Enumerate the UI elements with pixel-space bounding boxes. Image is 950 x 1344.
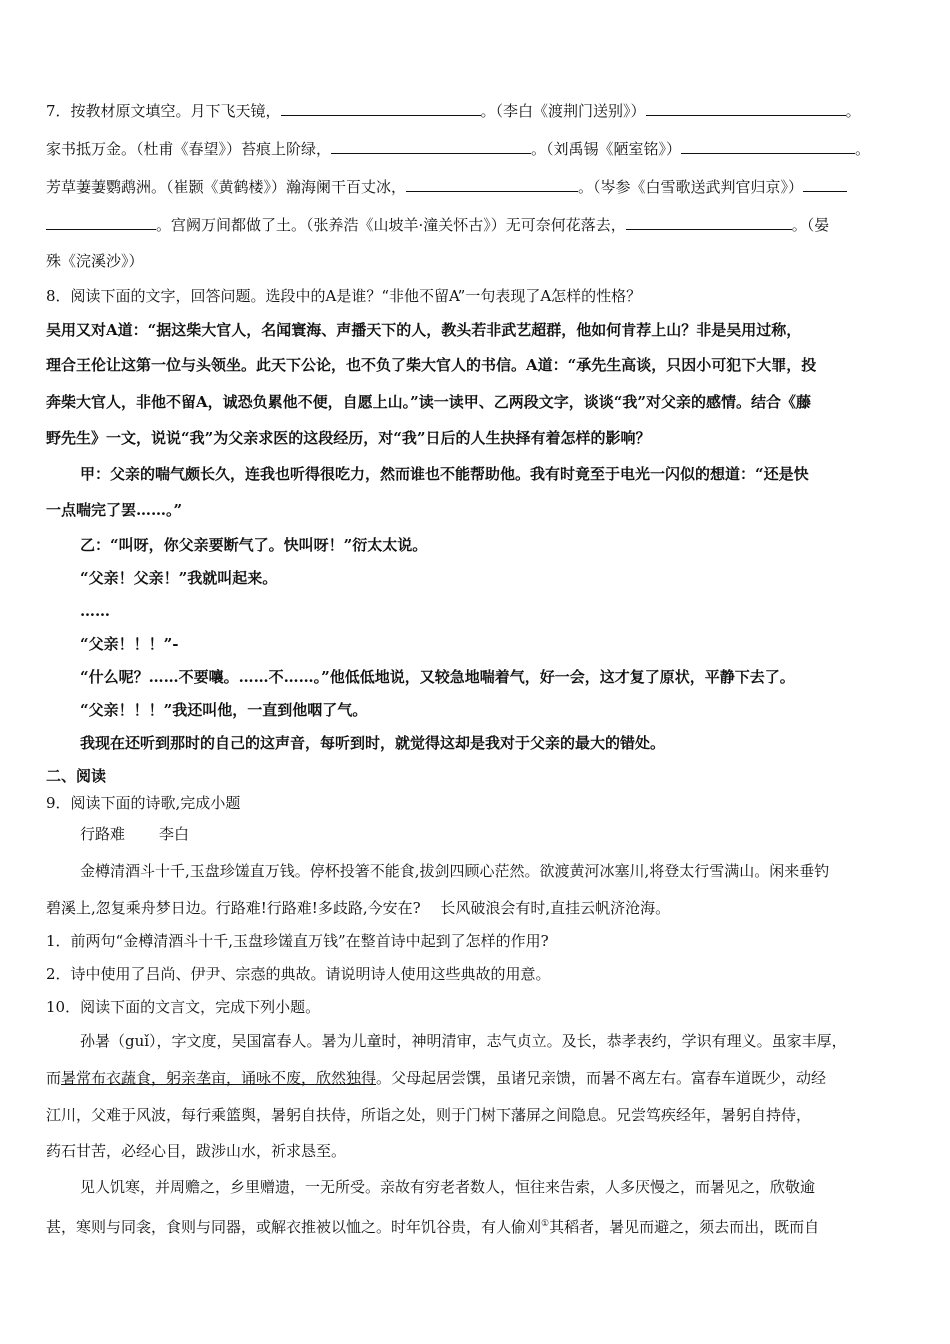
q7-text: 。（李白《渡荆门送别》） (480, 102, 646, 120)
q7-line-5: 殊《浣溪沙》） (46, 252, 144, 270)
q7-text: 。 (855, 140, 871, 158)
fill-blank[interactable] (681, 139, 855, 154)
fill-blank[interactable] (646, 101, 846, 116)
q8-passage-line: 野先生》一文，说说“我”为父亲求医的这段经历，对“我”日后的人生抉择有着怎样的影响？ (46, 429, 651, 447)
text-span: 。父母起居尝馔，虽诸兄亲馈，而暑不离左右。富春车道既少，动经 (376, 1069, 827, 1087)
classical-text-line: 药石甘苦，必经心目，跋涉山水，祈求恳至。 (46, 1142, 347, 1160)
q7-text: 。（岑参《白雪歌送武判官归京》） (578, 178, 804, 196)
classical-text-line (46, 1214, 908, 1237)
q9-title: 9．阅读下面的诗歌,完成小题 (46, 794, 241, 812)
classical-text-line (46, 1068, 908, 1088)
text-span: 甚，寒则与同衾，食则与同器，或解衣推被以恤之。时年饥谷贵，有人偷刈 (46, 1218, 542, 1236)
q7-text: 。（刘禹锡《陋室铭》） (531, 140, 682, 158)
q7-text: 。（晏 (791, 216, 830, 234)
q8-yi-line: “什么呢？……不要嚷。……不……。”他低低地说，又较急地喘着气，好一会，这才复了原状，平静下去了。 (80, 668, 795, 686)
fill-blank[interactable] (406, 177, 578, 192)
q8-passage-line: 吴用又对A道：“据这柴大官人，名闻寰海、声播天下的人，教头若非武艺超群，他如何肯荐上山？非是吴用过称， (46, 321, 802, 339)
q9-subquestion: 1．前两句“金樽清酒斗十千,玉盘珍馐直万钱”在整首诗中起到了怎样的作用? (46, 932, 549, 950)
q8-yi-line: “父亲！父亲！”我就叫起来。 (80, 569, 278, 587)
q7-line-4 (46, 215, 908, 235)
classical-text-line: 孙暑（guǐ），字文度，吴国富春人。暑为儿童时，神明清审，志气贞立。及长，恭孝表约，学识有理义。虽家丰厚， (80, 1032, 847, 1050)
poem-line: 碧溪上,忽复乘舟梦日边。行路难!行路难!多歧路,今安在? 长风破浪会有时,直挂云帆济沧海。 (46, 899, 671, 917)
q8-jia-line: 一点喘完了罢……。” (46, 501, 183, 519)
q8-yi-line: 我现在还听到那时的自己的这声音，每听到时，就觉得这却是我对于父亲的最大的错处。 (80, 734, 666, 752)
poem-title: 行路难 (80, 825, 126, 843)
underlined-sentence: 暑常布衣蔬食，躬亲垄亩，诵咏不废，欣然独得 (61, 1069, 377, 1087)
poem-author: 李白 (159, 825, 190, 843)
q8-jia-line: 甲：父亲的喘气颇长久，连我也听得很吃力，然而谁也不能帮助他。我有时竟至于电光一闪似的想道：“还是快 (80, 465, 809, 483)
text-span: 而 (46, 1069, 62, 1087)
q7-text: 芳草萋萋鹦鹉洲。（崔颢《黄鹤楼》）瀚海阑干百丈冰， (46, 178, 407, 196)
poem-heading (80, 824, 942, 844)
classical-text-line: 见人饥寒，并周赡之，乡里赠遗，一无所受。亲故有穷老者数人，恒往来告索，人多厌慢之，而暑见之，欣敬逾 (80, 1178, 816, 1196)
section-heading: 二、阅读 (46, 767, 107, 785)
q8-passage-line: 理合王伦让这第一位与头领坐。此天下公论，也不负了柴大官人的书信。A道：“承先生高谈，只因小可犯下大罪，投 (46, 356, 817, 374)
q8-yi-line: “父亲！！！”- (80, 635, 179, 653)
fill-blank[interactable] (281, 101, 481, 116)
q8-question: 8．阅读下面的文字，回答问题。选段中的A是谁？“非他不留A”一句表现了A怎样的性格？ (46, 287, 642, 305)
q7-text: 7．按教材原文填空。月下飞天镜， (46, 102, 281, 120)
q7-text: 。 (845, 102, 861, 120)
q7-line-2 (46, 139, 908, 159)
q7-line-3 (46, 177, 908, 197)
classical-text-line: 江川，父难于风波，每行乘篮舆，暑躬自扶侍，所诣之处，则于门树下藩屏之间隐息。兄尝笃疾经年，暑躬自持侍， (46, 1106, 812, 1124)
fill-blank[interactable] (803, 177, 847, 192)
q7-line-1 (46, 101, 908, 121)
q8-yi-line: 乙：“叫呀，你父亲要断气了。快叫呀！”衍太太说。 (80, 536, 428, 554)
q7-text: 。宫阙万间都做了土。（张养浩《山坡羊·潼关怀古》）无可奈何花落去， (156, 216, 626, 234)
text-span: 其稻者，暑见而避之，须去而出，既而自 (549, 1218, 820, 1236)
q8-passage-line: 奔柴大官人，非他不留A，诚恐负累他不便，自愿上山。”读一读甲、乙两段文字，谈谈“我”对父亲的感情。结合《藤 (46, 393, 812, 411)
q10-title: 10．阅读下面的文言文，完成下列小题。 (46, 998, 321, 1016)
q7-text: 家书抵万金。（杜甫《春望》）苔痕上阶绿， (46, 140, 332, 158)
poem-line: 金樽清酒斗十千,玉盘珍馐直万钱。停杯投箸不能食,拔剑四顾心茫然。欲渡黄河冰塞川,将登太行雪满山。闲来垂钓 (80, 862, 830, 880)
fill-blank[interactable] (331, 139, 531, 154)
q8-yi-line: “父亲！！！”我还叫他，一直到他咽了气。 (80, 701, 368, 719)
fill-blank[interactable] (46, 215, 156, 230)
q9-subquestion: 2．诗中使用了吕尚、伊尹、宗悫的典故。请说明诗人使用这些典故的用意。 (46, 965, 551, 983)
q8-yi-line: …… (80, 602, 110, 620)
footnote-marker: ① (541, 1219, 550, 1229)
fill-blank[interactable] (626, 215, 792, 230)
